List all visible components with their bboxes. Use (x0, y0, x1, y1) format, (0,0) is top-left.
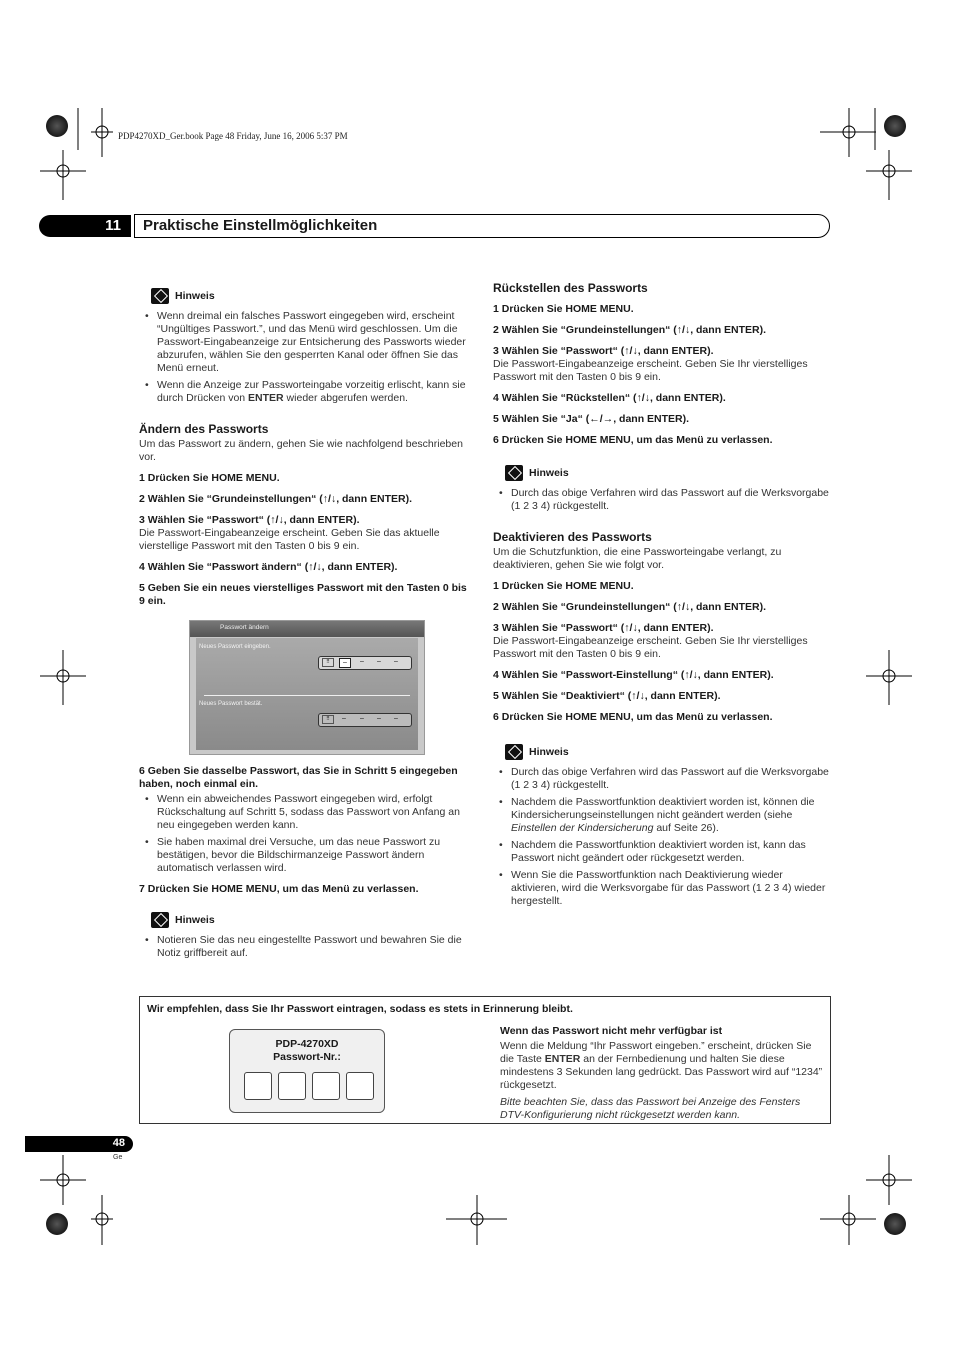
section-intro: Um das Passwort zu ändern, gehen Sie wie nachfolgend beschrieben vor. (139, 438, 463, 463)
step-3-text: Die Passwort-Eingabeanzeige erscheint. Geben Sie das aktuelle vierstellige Passwort mit den Tasten 0 bis 9 ein. (139, 527, 440, 552)
note-item: • Durch das obige Verfahren wird das Passwort auf die Werksvorgabe (1 2 3 4) rückgestellt. (493, 766, 829, 792)
chapter-title: Praktische Einstellmöglichkeiten (143, 217, 378, 234)
confirm-password-field: ⠿ – – – – (318, 713, 412, 727)
reset-step-2: 2 Wählen Sie “Grundeinstellungen“ (↑/↓, dann ENTER). (493, 324, 767, 336)
note-header (151, 288, 474, 304)
page-number: 48 (112, 1137, 125, 1149)
password-digit-slot (244, 1072, 272, 1100)
password-change-screen (189, 620, 425, 755)
step-6-item: • Sie haben maximal drei Versuche, um das neue Passwort zu bestätigen, bevor die Bildschirmanzeige Passwort ändern automatisch verlassen wird. (139, 836, 474, 875)
reset-step-5: 5 Wählen Sie “Ja“ (←/→, dann ENTER). (493, 413, 690, 425)
note-title: Hinweis (529, 466, 569, 479)
reset-step-3-text: Die Passwort-Eingabeanzeige erscheint. Geben Sie Ihr vierstelliges Passwort mit den Tasten 0 bis 9 ein. (493, 358, 808, 383)
right-column (493, 282, 829, 908)
chapter-number: 11 (105, 217, 121, 234)
deactivate-intro: Um die Schutzfunktion, die eine Passworteingabe verlangt, zu deaktivieren, gehen Sie wie folgt vor. (493, 546, 782, 571)
left-column (139, 288, 474, 608)
screen-title: Passwort ändern (220, 624, 269, 631)
box-italic-note: Bitte beachten Sie, dass das Passwort bei Anzeige des Fensters DTV-Konfigurierung nicht rückgesetzt werden kann. (500, 1096, 801, 1121)
box-subtitle: Wenn das Passwort nicht mehr verfügbar ist (500, 1025, 723, 1037)
screen-divider (204, 695, 410, 696)
confirm-password-label: Neues Passwort bestät. (199, 701, 263, 707)
step-7: 7 Drücken Sie HOME MENU, um das Menü zu verlassen. (139, 883, 419, 895)
screen-body (196, 638, 418, 750)
language-code: Ge (113, 1154, 123, 1161)
note-item: • Durch das obige Verfahren wird das Passwort auf die Werksvorgabe (1 2 3 4) rückgestellt. (493, 487, 829, 513)
note-header (505, 744, 829, 760)
reset-title: Rückstellen des Passworts (493, 281, 648, 295)
reset-step-6: 6 Drücken Sie HOME MENU, um das Menü zu verlassen. (493, 434, 773, 446)
card-model: PDP-4270XD (275, 1038, 339, 1050)
chapter-title-bar (134, 214, 830, 238)
note-item: • Wenn die Anzeige zur Passworteingabe vorzeitig erlischt, kann sie durch Drücken von ENTER wieder abgerufen werden. (139, 379, 474, 405)
note-item: • Wenn Sie die Passwortfunktion nach Deaktivierung wieder aktivieren, wird die Werksvorgabe für das Passwort (1 2 3 4) wieder hergestellt. (493, 869, 829, 908)
box-headline: Wir empfehlen, dass Sie Ihr Passwort eintragen, sodass es stets in Erinnerung bleibt. (147, 1003, 573, 1015)
box-text: Wenn die Meldung “Ihr Passwort eingeben.” erscheint, drücken Sie die Taste ENTER an der Fernbedienung und halten Sie diese mindestens 3 Sekunden lang gedrückt. Das Passwort wird auf “1234” rückgesetzt. (500, 1040, 823, 1091)
note-item: • Nachdem die Passwortfunktion deaktiviert worden ist, können die Kindersicherungseinstellungen nicht geändert werden (siehe Einstellen der Kindersicherung auf Seite 26). (493, 796, 829, 835)
deact-step-3: 3 Wählen Sie “Passwort“ (↑/↓, dann ENTER). (493, 622, 714, 634)
deact-step-5: 5 Wählen Sie “Deaktiviert“ (↑/↓, dann ENTER). (493, 690, 721, 702)
deact-step-2: 2 Wählen Sie “Grundeinstellungen“ (↑/↓, dann ENTER). (493, 601, 767, 613)
book-info-line: PDP4270XD_Ger.book Page 48 Friday, June 16, 2006 5:37 PM (118, 131, 348, 141)
reset-step-1: 1 Drücken Sie HOME MENU. (493, 303, 634, 315)
deact-step-6: 6 Drücken Sie HOME MENU, um das Menü zu verlassen. (493, 711, 773, 723)
step-6-item: • Wenn ein abweichendes Passwort eingegeben wird, erfolgt Rückschaltung auf Schritt 5, sodass das Passwort von Anfang an neu eingegeben werden kann. (139, 793, 474, 832)
note-header (151, 912, 474, 928)
password-digit-slot (312, 1072, 340, 1100)
note-title: Hinweis (529, 745, 569, 758)
password-digit-slot (346, 1072, 374, 1100)
step-6: 6 Geben Sie dasselbe Passwort, das Sie in Schritt 5 eingegeben haben, noch einmal ein. (139, 765, 458, 790)
password-card (229, 1029, 385, 1113)
deactivate-title: Deaktivieren des Passworts (493, 530, 652, 544)
deact-step-3-text: Die Passwort-Eingabeanzeige erscheint. Geben Sie Ihr vierstelliges Passwort mit den Tasten 0 bis 9 ein. (493, 635, 808, 660)
box-right-text (500, 1025, 825, 1122)
new-password-field: ⠿ – – – – (318, 656, 412, 670)
password-digit-slot (278, 1072, 306, 1100)
screen-title-bar (190, 621, 424, 637)
note-title: Hinweis (175, 913, 215, 926)
step-5: 5 Geben Sie ein neues vierstelliges Passwort mit den Tasten 0 bis 9 ein. (139, 582, 467, 607)
chapter-number-tab (39, 215, 131, 237)
section-title: Ändern des Passworts (139, 422, 269, 436)
note-item: • Notieren Sie das neu eingestellte Passwort und bewahren Sie die Notiz griffbereit auf. (139, 934, 474, 960)
step-3: 3 Wählen Sie “Passwort“ (↑/↓, dann ENTER). (139, 514, 360, 526)
deact-step-1: 1 Drücken Sie HOME MENU. (493, 580, 634, 592)
deact-step-4: 4 Wählen Sie “Passwort-Einstellung“ (↑/↓, dann ENTER). (493, 669, 774, 681)
step-4: 4 Wählen Sie “Passwort ändern“ (↑/↓, dann ENTER). (139, 561, 398, 573)
left-column-lower (139, 765, 474, 960)
note-header (505, 465, 829, 481)
note-item: • Wenn dreimal ein falsches Passwort eingegeben wird, erscheint “Ungültiges Passwort.”, und das Menü wird geschlossen. Um die Passwort-Eingabeanzeige zur Entsicherung des Passworts wieder abzurufen, wählen Sie den gesperrten Kanal oder öffnen Sie das Menü erneut. (139, 310, 474, 375)
note-title: Hinweis (175, 289, 215, 302)
page-number-tab (25, 1136, 133, 1152)
card-label: Passwort-Nr.: (273, 1051, 341, 1063)
note-icon (505, 465, 523, 481)
step-2: 2 Wählen Sie “Grundeinstellungen“ (↑/↓, dann ENTER). (139, 493, 413, 505)
note-icon (151, 288, 169, 304)
step-1: 1 Drücken Sie HOME MENU. (139, 472, 280, 484)
note-icon (505, 744, 523, 760)
reset-step-4: 4 Wählen Sie “Rückstellen“ (↑/↓, dann ENTER). (493, 392, 726, 404)
reset-step-3: 3 Wählen Sie “Passwort“ (↑/↓, dann ENTER). (493, 345, 714, 357)
note-item: • Nachdem die Passwortfunktion deaktiviert worden ist, kann das Passwort nicht geändert oder rückgesetzt werden. (493, 839, 829, 865)
note-icon (151, 912, 169, 928)
new-password-label: Neues Passwort eingeben. (199, 644, 271, 650)
